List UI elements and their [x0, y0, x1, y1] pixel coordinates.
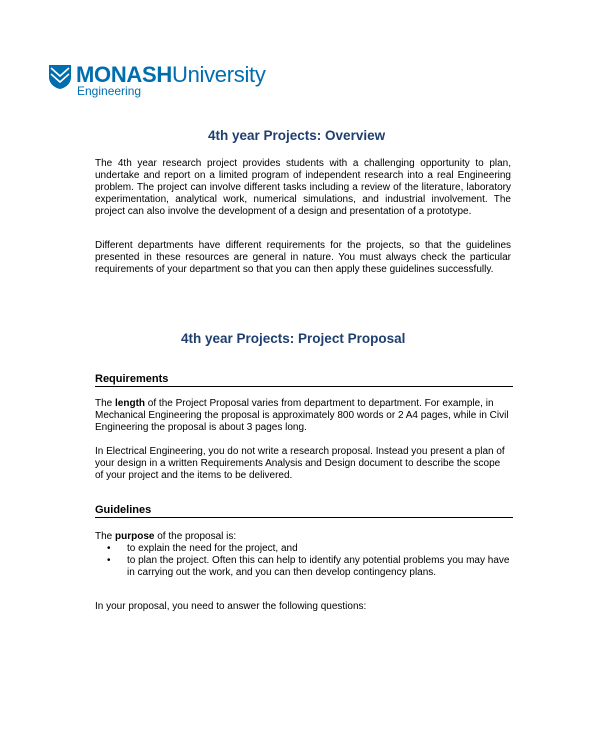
monash-shield-icon [48, 64, 72, 90]
overview-paragraph-2: Different departments have different requirements for the projects, so that the guidelines presented in these resources are general in nature. You must always check the particular requirements of your department so that you can then apply these guidelines successfully. [95, 240, 511, 275]
closing-paragraph: In your proposal, you need to answer the following questions: [95, 601, 367, 612]
requirements-heading: Requirements [95, 373, 513, 387]
list-item: • to explain the need for the project, and [107, 543, 298, 554]
proposal-title: 4th year Projects: Project Proposal [181, 331, 406, 346]
monash-logo [48, 62, 278, 102]
list-item: • to plan the project. Often this can help to identify any potential problems you may have in carrying out the work, and you can then develop contingency plans. [107, 555, 510, 578]
guidelines-intro: The purpose of the proposal is: [95, 531, 237, 542]
overview-paragraph-1: The 4th year research project provides students with a challenging opportunity to plan, undertake and report on a limited program of independent research into a real Engineering problem. The project can involve different tasks including a review of the literature, laboratory experimentation, analytical work, numerical simulations, and industrial involvement. The project can also involve the development of a design and presentation of a prototype. [95, 158, 511, 217]
faculty-name: Engineering [77, 84, 142, 98]
requirements-paragraph-2: In Electrical Engineering, you do not write a research proposal. Instead you present a plan of your design in a written Requirements Analysis and Design document to describe the scope of your project and the items to be delivered. [95, 446, 505, 481]
guidelines-heading: Guidelines [95, 504, 513, 518]
overview-title: 4th year Projects: Overview [208, 128, 386, 143]
purpose-list [95, 543, 515, 579]
brand-name: MONASHUniversity [76, 62, 266, 87]
requirements-paragraph-1: The length of the Project Proposal varies from department to department. For example, in Mechanical Engineering the proposal is approximately 800 words or 2 A4 pages, while in Civil Engineering the proposal is about 3 pages long. [95, 398, 509, 433]
